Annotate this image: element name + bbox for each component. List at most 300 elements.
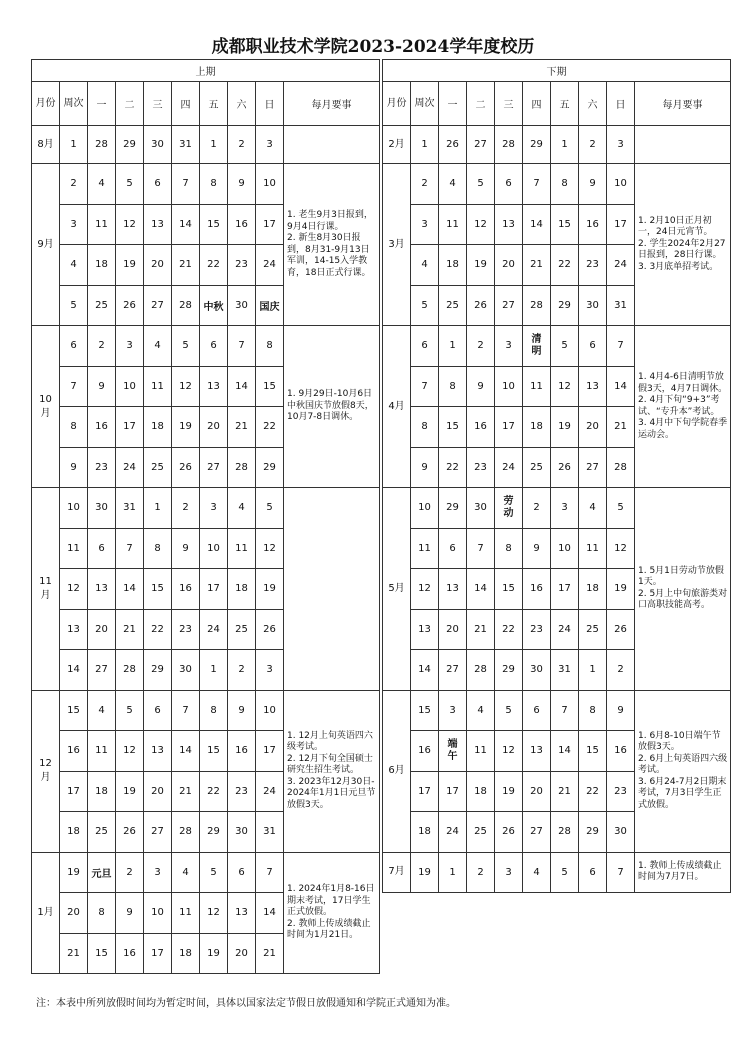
- day-cell: 27: [495, 285, 523, 326]
- day-cell: 18: [439, 245, 467, 286]
- day-cell: 13: [228, 893, 256, 934]
- day-cell: 16: [116, 933, 144, 974]
- day-cell: 25: [144, 447, 172, 488]
- month-label: 6月: [383, 690, 411, 852]
- day-cell: 27: [200, 447, 228, 488]
- term-label: 上期: [32, 60, 380, 82]
- day-cell: 5: [607, 488, 635, 529]
- day-cell: 13: [495, 204, 523, 245]
- day-cell: 28: [607, 447, 635, 488]
- day-cell: 18: [467, 771, 495, 812]
- day-cell: 26: [467, 285, 495, 326]
- week-number: 21: [60, 933, 88, 974]
- day-cell: 7: [228, 326, 256, 367]
- day-cell: 23: [228, 771, 256, 812]
- day-cell: 13: [88, 569, 116, 610]
- day-cell: 1: [439, 326, 467, 367]
- week-row: [32, 326, 380, 367]
- week-row: [32, 126, 380, 164]
- day-cell: 5: [467, 164, 495, 205]
- calendar-table-spring: [382, 59, 731, 893]
- week-number: 8: [411, 407, 439, 448]
- week-number: 12: [411, 569, 439, 610]
- day-cell: 24: [607, 245, 635, 286]
- day-cell: 27: [467, 126, 495, 164]
- day-cell: 11: [144, 366, 172, 407]
- day-cell: 29: [439, 488, 467, 529]
- day-cell: 1: [551, 126, 579, 164]
- week-number: 17: [60, 771, 88, 812]
- week-number: 15: [411, 690, 439, 731]
- day-cell: 2: [228, 650, 256, 691]
- day-cell: 21: [228, 407, 256, 448]
- day-cell: 26: [551, 447, 579, 488]
- day-cell: 27: [439, 650, 467, 691]
- week-number: 10: [411, 488, 439, 529]
- month-label: 9月: [32, 164, 60, 326]
- week-number: 13: [411, 609, 439, 650]
- week-number: 11: [60, 528, 88, 569]
- day-cell: 3: [495, 852, 523, 893]
- month-label: 5月: [383, 488, 411, 691]
- day-cell: 27: [579, 447, 607, 488]
- week-number: 9: [60, 447, 88, 488]
- day-cell: 8: [200, 164, 228, 205]
- day-cell: 21: [467, 609, 495, 650]
- day-cell: 1: [579, 650, 607, 691]
- week-row: [32, 690, 380, 731]
- day-cell: 26: [256, 609, 284, 650]
- day-cell: 30: [467, 488, 495, 529]
- day-cell: 6: [144, 690, 172, 731]
- day-cell: 25: [579, 609, 607, 650]
- day-cell: 11: [467, 731, 495, 772]
- day-cell: 23: [579, 245, 607, 286]
- day-cell: 8: [256, 326, 284, 367]
- day-cell: 5: [551, 852, 579, 893]
- day-cell: 7: [467, 528, 495, 569]
- day-cell: 14: [607, 366, 635, 407]
- day-cell: 5: [551, 326, 579, 367]
- day-cell: 27: [88, 650, 116, 691]
- day-cell: 14: [116, 569, 144, 610]
- holiday-cell: 国庆: [256, 285, 284, 326]
- weekday-header: 六: [228, 82, 256, 126]
- day-cell: 24: [256, 771, 284, 812]
- day-cell: 17: [495, 407, 523, 448]
- day-cell: 13: [439, 569, 467, 610]
- day-cell: 8: [144, 528, 172, 569]
- day-cell: 10: [116, 366, 144, 407]
- week-number: 19: [411, 852, 439, 893]
- day-cell: 14: [228, 366, 256, 407]
- day-cell: 28: [228, 447, 256, 488]
- weekday-header: 四: [172, 82, 200, 126]
- day-cell: 24: [495, 447, 523, 488]
- day-cell: 29: [495, 650, 523, 691]
- day-cell: 19: [495, 771, 523, 812]
- day-cell: 6: [523, 690, 551, 731]
- day-cell: 20: [144, 771, 172, 812]
- day-cell: 20: [495, 245, 523, 286]
- day-cell: 7: [551, 690, 579, 731]
- day-cell: 7: [607, 326, 635, 367]
- day-cell: 3: [551, 488, 579, 529]
- day-cell: 5: [256, 488, 284, 529]
- day-cell: 29: [523, 126, 551, 164]
- day-cell: 2: [228, 126, 256, 164]
- week-number: 13: [60, 609, 88, 650]
- month-notes: 1. 6月8-10日端午节放假3天。 2. 6月上旬英语四六级考试。 3. 6月24-7月2日期末考试，7月3日学生正式放假。: [635, 690, 731, 852]
- weekday-header: 四: [523, 82, 551, 126]
- week-number: 7: [60, 366, 88, 407]
- day-cell: 12: [495, 731, 523, 772]
- day-cell: 24: [439, 812, 467, 853]
- month-notes: 1. 老生9月3日报到，9月4日行课。 2. 新生8月30日报到，8月31-9月13日军训，14-15入学教育，18日正式行课。: [284, 164, 380, 326]
- day-cell: 22: [439, 447, 467, 488]
- month-label: 1月: [32, 852, 60, 974]
- day-cell: 17: [607, 204, 635, 245]
- day-cell: 13: [200, 366, 228, 407]
- day-cell: 29: [200, 812, 228, 853]
- week-number: 1: [411, 126, 439, 164]
- day-cell: 31: [116, 488, 144, 529]
- day-cell: 18: [523, 407, 551, 448]
- day-cell: 18: [172, 933, 200, 974]
- day-cell: 14: [256, 893, 284, 934]
- day-cell: 13: [579, 366, 607, 407]
- day-cell: 12: [200, 893, 228, 934]
- day-cell: 11: [88, 204, 116, 245]
- day-cell: 2: [607, 650, 635, 691]
- day-cell: 18: [88, 245, 116, 286]
- week-row: [32, 852, 380, 893]
- day-cell: 2: [116, 852, 144, 893]
- day-cell: 3: [495, 326, 523, 367]
- week-row: [383, 126, 731, 164]
- week-number: 10: [60, 488, 88, 529]
- day-cell: 26: [116, 812, 144, 853]
- day-cell: 8: [551, 164, 579, 205]
- week-number: 7: [411, 366, 439, 407]
- month-label: 10 月: [32, 326, 60, 488]
- day-cell: 12: [256, 528, 284, 569]
- day-cell: 6: [144, 164, 172, 205]
- day-cell: 18: [228, 569, 256, 610]
- week-number: 19: [60, 852, 88, 893]
- day-cell: 3: [200, 488, 228, 529]
- day-cell: 9: [172, 528, 200, 569]
- calendar-table-fall: [31, 59, 380, 974]
- day-cell: 20: [579, 407, 607, 448]
- day-cell: 19: [551, 407, 579, 448]
- day-cell: 14: [523, 204, 551, 245]
- day-cell: 8: [439, 366, 467, 407]
- day-cell: 19: [256, 569, 284, 610]
- day-cell: 16: [579, 204, 607, 245]
- day-cell: 23: [607, 771, 635, 812]
- day-cell: 4: [228, 488, 256, 529]
- day-cell: 28: [551, 812, 579, 853]
- week-number: 11: [411, 528, 439, 569]
- day-cell: 8: [495, 528, 523, 569]
- day-cell: 22: [495, 609, 523, 650]
- day-cell: 4: [88, 164, 116, 205]
- day-cell: 15: [495, 569, 523, 610]
- day-cell: 29: [579, 812, 607, 853]
- day-cell: 11: [88, 731, 116, 772]
- day-cell: 15: [200, 204, 228, 245]
- day-cell: 16: [467, 407, 495, 448]
- day-cell: 23: [228, 245, 256, 286]
- day-cell: 2: [467, 326, 495, 367]
- day-cell: 31: [551, 650, 579, 691]
- week-row: [32, 488, 380, 529]
- month-notes: 1. 5月1日劳动节放假1天。 2. 5月上中旬旅游类对口高职技能高考。: [635, 488, 731, 691]
- day-cell: 21: [256, 933, 284, 974]
- month-notes: 1. 教师上传成绩截止时间为7月7日。: [635, 852, 731, 893]
- day-cell: 10: [200, 528, 228, 569]
- day-cell: 16: [172, 569, 200, 610]
- week-number: 18: [411, 812, 439, 853]
- day-cell: 31: [172, 126, 200, 164]
- day-cell: 10: [551, 528, 579, 569]
- day-cell: 28: [495, 126, 523, 164]
- day-cell: 15: [144, 569, 172, 610]
- day-cell: 29: [256, 447, 284, 488]
- day-cell: 12: [551, 366, 579, 407]
- day-cell: 16: [228, 731, 256, 772]
- holiday-cell: 劳 动: [495, 488, 523, 529]
- month-column-header: 月份: [32, 82, 60, 126]
- day-cell: 11: [579, 528, 607, 569]
- day-cell: 17: [116, 407, 144, 448]
- week-row: [383, 164, 731, 205]
- day-cell: 3: [439, 690, 467, 731]
- week-number: 1: [60, 126, 88, 164]
- day-cell: 8: [200, 690, 228, 731]
- day-cell: 4: [88, 690, 116, 731]
- week-number: 15: [60, 690, 88, 731]
- day-cell: 4: [467, 690, 495, 731]
- day-cell: 22: [256, 407, 284, 448]
- weekday-header: 五: [551, 82, 579, 126]
- week-number: 20: [60, 893, 88, 934]
- week-number: 5: [411, 285, 439, 326]
- day-cell: 7: [172, 164, 200, 205]
- day-cell: 9: [88, 366, 116, 407]
- day-cell: 10: [256, 164, 284, 205]
- holiday-cell: 中秋: [200, 285, 228, 326]
- week-number: 3: [60, 204, 88, 245]
- week-number: 4: [60, 245, 88, 286]
- day-cell: 19: [116, 245, 144, 286]
- month-notes: 1. 2月10日正月初一，24日元宵节。 2. 学生2024年2月27日报到，28日行课。 3. 3月底单招考试。: [635, 164, 731, 326]
- day-cell: 8: [88, 893, 116, 934]
- day-cell: 16: [523, 569, 551, 610]
- day-cell: 30: [607, 812, 635, 853]
- day-cell: 19: [607, 569, 635, 610]
- day-cell: 4: [144, 326, 172, 367]
- day-cell: 12: [607, 528, 635, 569]
- day-cell: 30: [228, 812, 256, 853]
- day-cell: 25: [88, 285, 116, 326]
- day-cell: 28: [88, 126, 116, 164]
- day-cell: 17: [256, 204, 284, 245]
- day-cell: 26: [439, 126, 467, 164]
- day-cell: 9: [116, 893, 144, 934]
- week-number: 14: [60, 650, 88, 691]
- day-cell: 12: [467, 204, 495, 245]
- day-cell: 7: [256, 852, 284, 893]
- day-cell: 11: [172, 893, 200, 934]
- day-cell: 15: [88, 933, 116, 974]
- day-cell: 30: [144, 126, 172, 164]
- day-cell: 25: [228, 609, 256, 650]
- day-cell: 25: [523, 447, 551, 488]
- week-number: 18: [60, 812, 88, 853]
- day-cell: 29: [551, 285, 579, 326]
- day-cell: 26: [495, 812, 523, 853]
- month-notes: [284, 488, 380, 691]
- day-cell: 13: [144, 731, 172, 772]
- day-cell: 28: [523, 285, 551, 326]
- week-row: [383, 488, 731, 529]
- day-cell: 17: [551, 569, 579, 610]
- day-cell: 15: [579, 731, 607, 772]
- day-cell: 4: [439, 164, 467, 205]
- day-cell: 28: [467, 650, 495, 691]
- day-cell: 7: [172, 690, 200, 731]
- day-cell: 16: [228, 204, 256, 245]
- holiday-cell: 端 午: [439, 731, 467, 772]
- day-cell: 27: [144, 812, 172, 853]
- week-column-header: 周次: [411, 82, 439, 126]
- day-cell: 2: [579, 126, 607, 164]
- day-cell: 9: [579, 164, 607, 205]
- weekday-header: 三: [144, 82, 172, 126]
- day-cell: 17: [256, 731, 284, 772]
- day-cell: 27: [523, 812, 551, 853]
- day-cell: 30: [523, 650, 551, 691]
- month-notes: [284, 126, 380, 164]
- day-cell: 14: [172, 731, 200, 772]
- notes-column-header: 每月要事: [635, 82, 731, 126]
- day-cell: 23: [172, 609, 200, 650]
- month-label: 12 月: [32, 690, 60, 852]
- day-cell: 30: [172, 650, 200, 691]
- day-cell: 21: [523, 245, 551, 286]
- day-cell: 2: [467, 852, 495, 893]
- day-cell: 18: [88, 771, 116, 812]
- day-cell: 26: [607, 609, 635, 650]
- day-cell: 4: [172, 852, 200, 893]
- day-cell: 9: [228, 690, 256, 731]
- month-label: 7月: [383, 852, 411, 893]
- day-cell: 31: [607, 285, 635, 326]
- weekday-header: 一: [88, 82, 116, 126]
- day-cell: 9: [228, 164, 256, 205]
- month-notes: [635, 126, 731, 164]
- day-cell: 23: [88, 447, 116, 488]
- month-notes: 1. 2024年1月8-16日期末考试，17日学生正式放假。 2. 教师上传成绩截止时间为1月21日。: [284, 852, 380, 974]
- weekday-header: 二: [467, 82, 495, 126]
- weekday-header: 六: [579, 82, 607, 126]
- day-cell: 22: [551, 245, 579, 286]
- day-cell: 3: [256, 650, 284, 691]
- day-cell: 17: [200, 569, 228, 610]
- week-number: 6: [60, 326, 88, 367]
- day-cell: 10: [256, 690, 284, 731]
- month-notes: 1. 4月4-6日清明节放假3天，4月7日调休。 2. 4月下旬“9+3”考试、“专升本”考试。 3. 4月中下旬学院春季运动会。: [635, 326, 731, 488]
- day-cell: 16: [607, 731, 635, 772]
- day-cell: 10: [607, 164, 635, 205]
- month-label: 11 月: [32, 488, 60, 691]
- day-cell: 28: [172, 812, 200, 853]
- day-cell: 7: [523, 164, 551, 205]
- day-cell: 21: [172, 245, 200, 286]
- day-cell: 20: [228, 933, 256, 974]
- day-cell: 21: [607, 407, 635, 448]
- week-row: [383, 690, 731, 731]
- day-cell: 6: [579, 852, 607, 893]
- day-cell: 5: [116, 164, 144, 205]
- day-cell: 1: [439, 852, 467, 893]
- day-cell: 28: [116, 650, 144, 691]
- day-cell: 16: [88, 407, 116, 448]
- notes-column-header: 每月要事: [284, 82, 380, 126]
- day-cell: 29: [144, 650, 172, 691]
- day-cell: 2: [88, 326, 116, 367]
- day-cell: 1: [200, 126, 228, 164]
- day-cell: 30: [228, 285, 256, 326]
- day-cell: 25: [467, 812, 495, 853]
- week-number: 6: [411, 326, 439, 367]
- day-cell: 14: [551, 731, 579, 772]
- day-cell: 21: [551, 771, 579, 812]
- day-cell: 19: [200, 933, 228, 974]
- month-label: 2月: [383, 126, 411, 164]
- day-cell: 18: [144, 407, 172, 448]
- day-cell: 24: [256, 245, 284, 286]
- week-number: 3: [411, 204, 439, 245]
- week-row: [383, 326, 731, 367]
- day-cell: 4: [579, 488, 607, 529]
- day-cell: 9: [467, 366, 495, 407]
- weekday-header: 日: [607, 82, 635, 126]
- weekday-header: 二: [116, 82, 144, 126]
- day-cell: 26: [116, 285, 144, 326]
- weekday-header: 一: [439, 82, 467, 126]
- day-cell: 13: [523, 731, 551, 772]
- week-row: [383, 852, 731, 893]
- day-cell: 5: [116, 690, 144, 731]
- day-cell: 20: [144, 245, 172, 286]
- day-cell: 22: [144, 609, 172, 650]
- day-cell: 15: [256, 366, 284, 407]
- day-cell: 6: [228, 852, 256, 893]
- week-number: 16: [60, 731, 88, 772]
- day-cell: 8: [579, 690, 607, 731]
- week-number: 12: [60, 569, 88, 610]
- week-number: 8: [60, 407, 88, 448]
- day-cell: 17: [144, 933, 172, 974]
- day-cell: 20: [88, 609, 116, 650]
- day-cell: 19: [116, 771, 144, 812]
- day-cell: 27: [144, 285, 172, 326]
- day-cell: 19: [172, 407, 200, 448]
- day-cell: 24: [551, 609, 579, 650]
